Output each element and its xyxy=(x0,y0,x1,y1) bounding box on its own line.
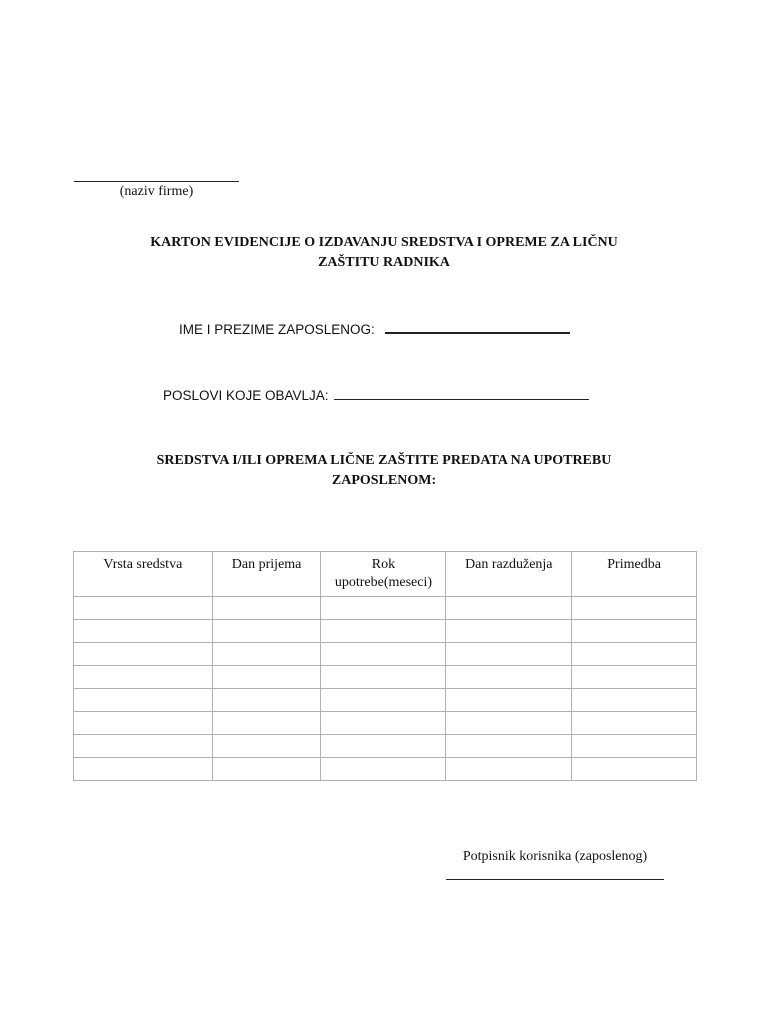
table-cell[interactable] xyxy=(212,689,321,712)
table-cell[interactable] xyxy=(321,735,446,758)
employee-name-blank xyxy=(385,318,570,334)
table-cell[interactable] xyxy=(321,712,446,735)
employee-name-field xyxy=(179,318,570,337)
table-cell[interactable] xyxy=(446,758,572,781)
table-body xyxy=(74,597,697,781)
duties-label: POSLOVI KOJE OBAVLJA: xyxy=(163,388,329,403)
table-row xyxy=(74,758,697,781)
document-title-line-2: ZAŠTITU RADNIKA xyxy=(318,255,450,270)
table-cell[interactable] xyxy=(321,643,446,666)
section-title-line-2: ZAPOSLENOM: xyxy=(331,473,437,488)
employee-name-label: IME I PREZIME ZAPOSLENOG: xyxy=(179,322,375,337)
table-cell[interactable] xyxy=(74,735,213,758)
table-cell[interactable] xyxy=(212,620,321,643)
firm-name-line xyxy=(74,181,239,182)
table-cell[interactable] xyxy=(572,712,697,735)
table-row xyxy=(74,643,697,666)
table-cell[interactable] xyxy=(446,735,572,758)
header-usage-term-line-2: upotrebe(meseci) xyxy=(334,575,433,590)
table-row xyxy=(74,620,697,643)
table-cell[interactable] xyxy=(572,735,697,758)
table-cell[interactable] xyxy=(446,643,572,666)
table-cell[interactable] xyxy=(74,666,213,689)
table-cell[interactable] xyxy=(74,597,213,620)
table-cell[interactable] xyxy=(212,712,321,735)
header-note: Primedba xyxy=(572,552,697,597)
header-return-date: Dan razduženja xyxy=(446,552,572,597)
table-cell[interactable] xyxy=(212,643,321,666)
equipment-table xyxy=(73,551,697,781)
duties-blank xyxy=(334,385,589,400)
section-title xyxy=(74,451,694,491)
header-equipment-type: Vrsta sredstva xyxy=(74,552,213,597)
table-row xyxy=(74,597,697,620)
table-cell[interactable] xyxy=(572,620,697,643)
signature-line xyxy=(446,879,664,880)
table-cell[interactable] xyxy=(321,689,446,712)
header-usage-term-line-1: Rok xyxy=(371,557,396,572)
firm-name-caption: (naziv firme) xyxy=(119,184,194,199)
table-cell[interactable] xyxy=(446,597,572,620)
document-title-line-1: KARTON EVIDENCIJE O IZDAVANJU SREDSTVA I OPREME ZA LIČNU xyxy=(150,235,618,250)
table-cell[interactable] xyxy=(446,666,572,689)
table-cell[interactable] xyxy=(446,689,572,712)
table-cell[interactable] xyxy=(321,758,446,781)
section-title-line-1: SREDSTVA I/ILI OPREMA LIČNE ZAŠTITE PREDATA NA UPOTREBU xyxy=(156,453,612,468)
table-cell[interactable] xyxy=(212,758,321,781)
table-cell[interactable] xyxy=(572,758,697,781)
table-cell[interactable] xyxy=(74,689,213,712)
table-header-row xyxy=(74,552,697,597)
table-cell[interactable] xyxy=(572,643,697,666)
table-cell[interactable] xyxy=(572,689,697,712)
table-cell[interactable] xyxy=(321,620,446,643)
table-cell[interactable] xyxy=(572,666,697,689)
duties-field xyxy=(163,385,589,403)
table-row xyxy=(74,735,697,758)
table-cell[interactable] xyxy=(212,666,321,689)
table-cell[interactable] xyxy=(572,597,697,620)
table-cell[interactable] xyxy=(321,597,446,620)
signature-caption: Potpisnik korisnika (zaposlenog) xyxy=(462,849,648,864)
table-cell[interactable] xyxy=(74,758,213,781)
table-cell[interactable] xyxy=(74,620,213,643)
table-cell[interactable] xyxy=(212,735,321,758)
table-row xyxy=(74,666,697,689)
table-cell[interactable] xyxy=(74,643,213,666)
table-cell[interactable] xyxy=(321,666,446,689)
header-received-date: Dan prijema xyxy=(212,552,321,597)
table-cell[interactable] xyxy=(446,620,572,643)
header-usage-term xyxy=(321,552,446,597)
table-row xyxy=(74,712,697,735)
document-title xyxy=(74,233,694,273)
table-cell[interactable] xyxy=(74,712,213,735)
table-row xyxy=(74,689,697,712)
table-cell[interactable] xyxy=(212,597,321,620)
table-cell[interactable] xyxy=(446,712,572,735)
